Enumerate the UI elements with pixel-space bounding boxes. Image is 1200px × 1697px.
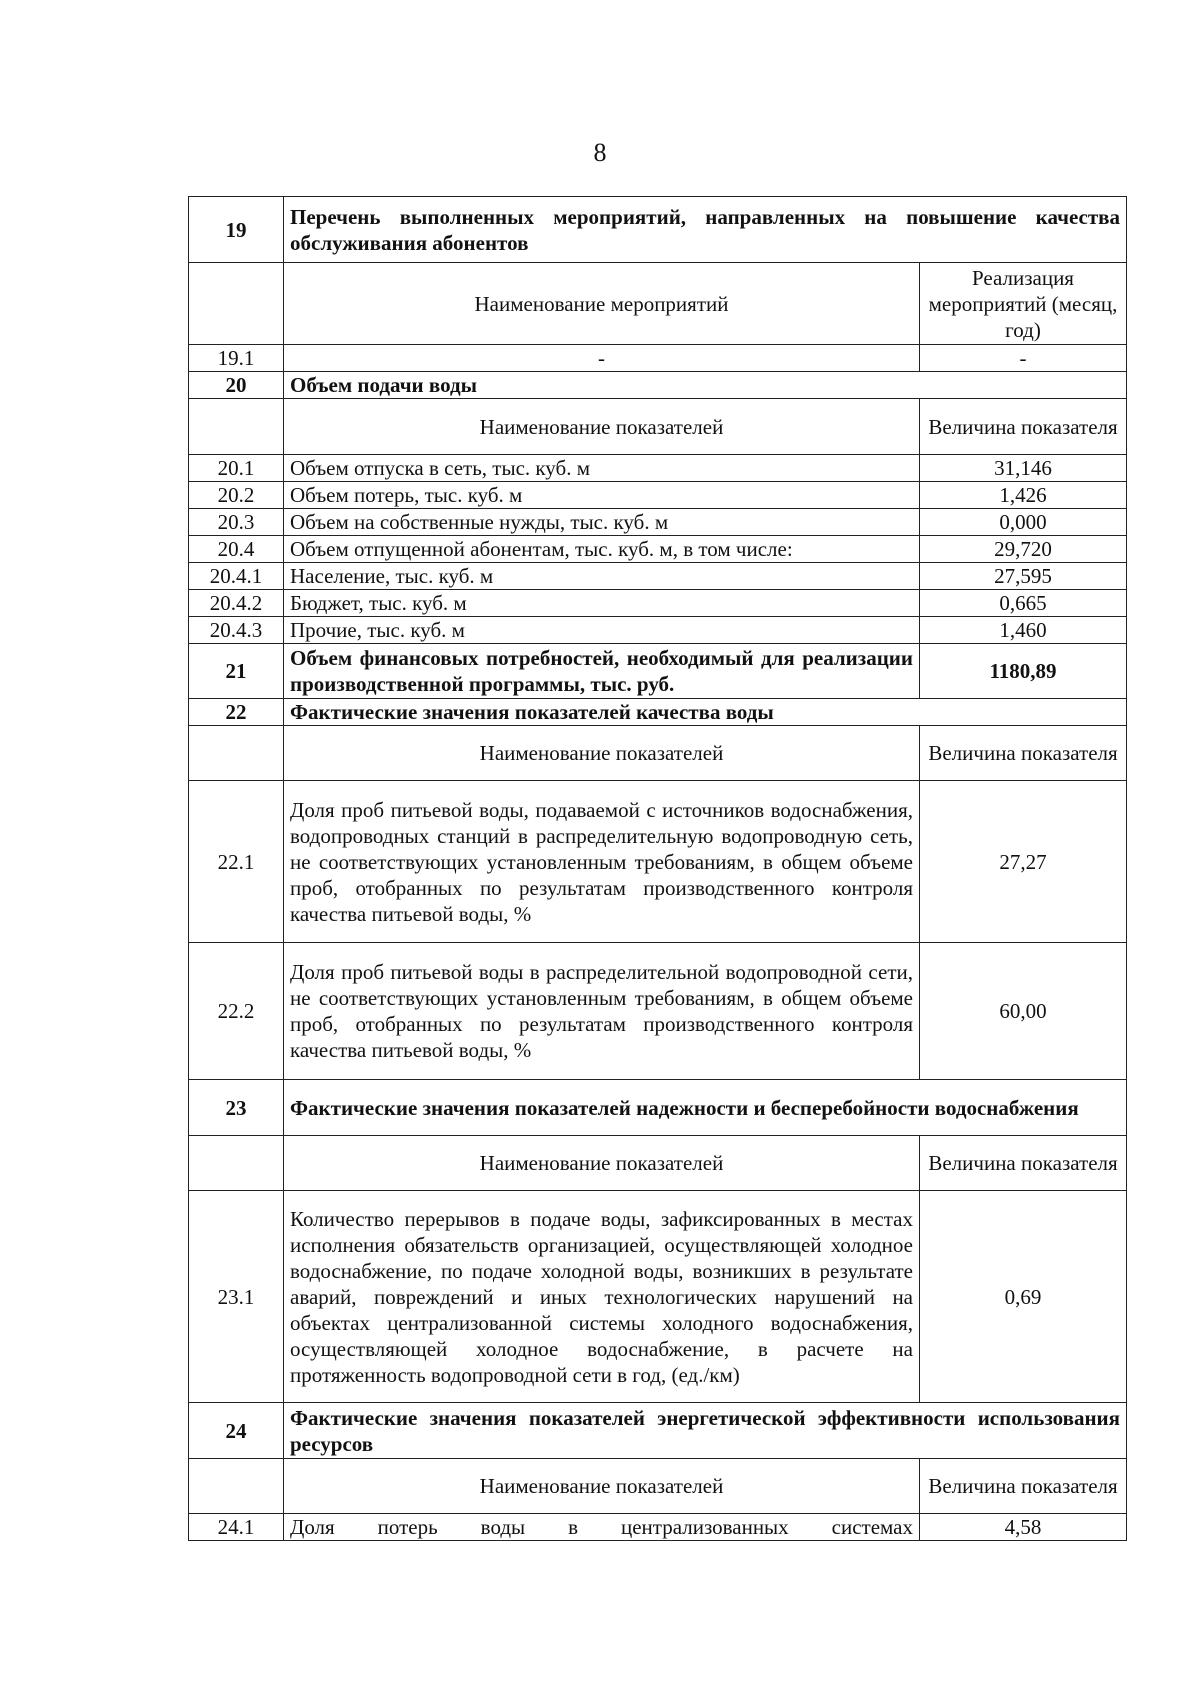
row-name: Бюджет, тыс. куб. м xyxy=(284,590,920,617)
column-header-row xyxy=(189,1136,1127,1191)
column-header-name: Наименование показателей xyxy=(284,1136,920,1191)
empty-cell xyxy=(189,1136,284,1191)
row-name: - xyxy=(284,345,920,372)
section-number: 24 xyxy=(189,1403,284,1459)
column-header-row xyxy=(189,726,1127,781)
table-row xyxy=(189,455,1127,482)
row-number: 20.4.2 xyxy=(189,590,284,617)
table-row xyxy=(189,781,1127,943)
column-header-row xyxy=(189,1459,1127,1514)
empty-cell xyxy=(189,263,284,345)
row-number: 20.4.3 xyxy=(189,617,284,644)
section-value: 1180,89 xyxy=(920,644,1127,699)
table-row xyxy=(189,563,1127,590)
row-name: Объем отпуска в сеть, тыс. куб. м xyxy=(284,455,920,482)
row-value: - xyxy=(920,345,1127,372)
table-row xyxy=(189,943,1127,1080)
row-name: Объем на собственные нужды, тыс. куб. м xyxy=(284,509,920,536)
row-value: 0,000 xyxy=(920,509,1127,536)
column-header-value: Величина показателя xyxy=(920,1459,1127,1514)
section-24-header xyxy=(189,1403,1127,1459)
indicators-table xyxy=(188,196,1127,1541)
section-title: Фактические значения показателей энергетической эффективности использования ресурсов xyxy=(284,1403,1127,1459)
row-name: Объем потерь, тыс. куб. м xyxy=(284,482,920,509)
section-title: Перечень выполненных мероприятий, направленных на повышение качества обслуживания абонентов xyxy=(284,197,1127,263)
section-22-header xyxy=(189,699,1127,726)
table-row xyxy=(189,345,1127,372)
row-number: 20.4.1 xyxy=(189,563,284,590)
row-value: 0,665 xyxy=(920,590,1127,617)
row-number: 20.4 xyxy=(189,536,284,563)
row-value: 4,58 xyxy=(920,1514,1127,1541)
page-number: 8 xyxy=(593,138,607,167)
row-number: 20.2 xyxy=(189,482,284,509)
column-header-value: Реализация мероприятий (месяц, год) xyxy=(920,263,1127,345)
row-number: 24.1 xyxy=(189,1514,284,1541)
section-number: 21 xyxy=(189,644,284,699)
section-19-header xyxy=(189,197,1127,263)
section-title: Объем подачи воды xyxy=(284,372,1127,399)
column-header-row xyxy=(189,399,1127,455)
column-header-value: Величина показателя xyxy=(920,399,1127,455)
empty-cell xyxy=(189,399,284,455)
row-name: Доля потерь воды в централизованных системах xyxy=(284,1514,920,1541)
row-name: Прочие, тыс. куб. м xyxy=(284,617,920,644)
row-name: Объем отпущенной абонентам, тыс. куб. м, в том числе: xyxy=(284,536,920,563)
column-header-name: Наименование показателей xyxy=(284,1459,920,1514)
table-row xyxy=(189,536,1127,563)
section-title: Фактические значения показателей надежности и бесперебойности водоснабжения xyxy=(284,1080,1127,1136)
column-header-name: Наименование мероприятий xyxy=(284,263,920,345)
row-number: 22.1 xyxy=(189,781,284,943)
row-value: 0,69 xyxy=(920,1191,1127,1403)
row-value: 1,426 xyxy=(920,482,1127,509)
section-20-header xyxy=(189,372,1127,399)
section-title: Объем финансовых потребностей, необходимый для реализации производственной программы, тыс. руб. xyxy=(284,644,920,699)
section-number: 19 xyxy=(189,197,284,263)
table-row xyxy=(189,509,1127,536)
row-value: 27,595 xyxy=(920,563,1127,590)
column-header-value: Величина показателя xyxy=(920,1136,1127,1191)
section-title: Фактические значения показателей качества воды xyxy=(284,699,1127,726)
row-name: Население, тыс. куб. м xyxy=(284,563,920,590)
section-number: 23 xyxy=(189,1080,284,1136)
section-23-header xyxy=(189,1080,1127,1136)
column-header-value: Величина показателя xyxy=(920,726,1127,781)
section-number: 20 xyxy=(189,372,284,399)
column-header-name: Наименование показателей xyxy=(284,726,920,781)
row-value: 31,146 xyxy=(920,455,1127,482)
section-21-row xyxy=(189,644,1127,699)
row-name: Доля проб питьевой воды, подаваемой с источников водоснабжения, водопроводных станций в распределительную водопроводную сеть, не соответствующих установленным требованиям, в общем объеме проб, отобранных по результатам производственного контроля качества питьевой воды, % xyxy=(284,781,920,943)
column-header-row xyxy=(189,263,1127,345)
row-number: 22.2 xyxy=(189,943,284,1080)
table-row xyxy=(189,1191,1127,1403)
table-row xyxy=(189,1514,1127,1541)
row-number: 20.1 xyxy=(189,455,284,482)
row-number: 23.1 xyxy=(189,1191,284,1403)
row-name: Доля проб питьевой воды в распределительной водопроводной сети, не соответствующих установленным требованиям, в общем объеме проб, отобранных по результатам производственного контроля качества питьевой воды, % xyxy=(284,943,920,1080)
row-value: 29,720 xyxy=(920,536,1127,563)
row-number: 20.3 xyxy=(189,509,284,536)
row-value: 27,27 xyxy=(920,781,1127,943)
empty-cell xyxy=(189,726,284,781)
empty-cell xyxy=(189,1459,284,1514)
table-row xyxy=(189,482,1127,509)
row-number: 19.1 xyxy=(189,345,284,372)
column-header-name: Наименование показателей xyxy=(284,399,920,455)
row-value: 1,460 xyxy=(920,617,1127,644)
row-name: Количество перерывов в подаче воды, зафиксированных в местах исполнения обязательств организацией, осуществляющей холодное водоснабжение, по подаче холодной воды, возникших в результате аварий, повреждений и иных технологических нарушений на объектах централизованной системы холодного водоснабжения, осуществляющей холодное водоснабжение, в расчете на протяженность водопроводной сети в год, (ед./км) xyxy=(284,1191,920,1403)
table-row xyxy=(189,590,1127,617)
table-row xyxy=(189,617,1127,644)
section-number: 22 xyxy=(189,699,284,726)
row-value: 60,00 xyxy=(920,943,1127,1080)
